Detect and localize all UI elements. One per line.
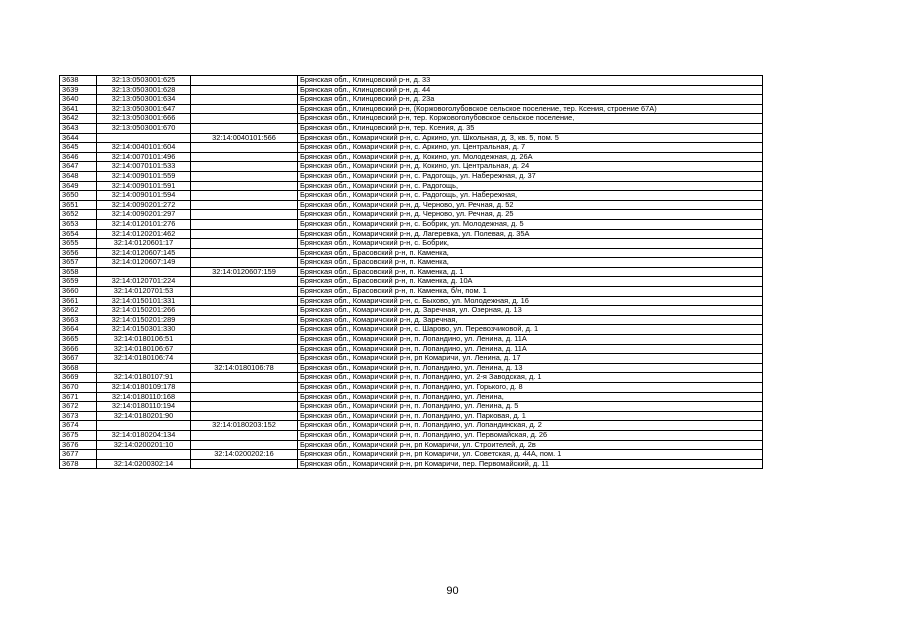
table-row xyxy=(60,95,763,105)
address-cell: Брянская обл., Комаричский р-н, рп Комаричи, ул. Ленина, д. 17 xyxy=(298,354,763,364)
row-number-cell: 3671 xyxy=(60,392,97,402)
table-row xyxy=(60,277,763,287)
table-row xyxy=(60,76,763,86)
cadastral-number-cell: 32:14:0180106:74 xyxy=(97,354,191,364)
row-number-cell: 3649 xyxy=(60,181,97,191)
row-number-cell: 3677 xyxy=(60,450,97,460)
row-number-cell: 3650 xyxy=(60,191,97,201)
cadastral-number-cell: 32:13:0503001:666 xyxy=(97,114,191,124)
address-cell: Брянская обл., Комаричский р-н, п. Лопандино, ул. 2-я Заводская, д. 1 xyxy=(298,373,763,383)
cadastral-number-cell: 32:14:0180107:91 xyxy=(97,373,191,383)
cadastral-number-cell: 32:13:0503001:647 xyxy=(97,104,191,114)
cadastral-number-cell xyxy=(97,450,191,460)
row-number-cell: 3642 xyxy=(60,114,97,124)
cadastral-number-cell: 32:14:0150301:330 xyxy=(97,325,191,335)
row-number-cell: 3655 xyxy=(60,239,97,249)
cadastral-number-cell: 32:14:0120101:276 xyxy=(97,219,191,229)
address-cell: Брянская обл., Клинцовский р-н, д. 44 xyxy=(298,85,763,95)
address-cell: Брянская обл., Комаричский р-н, с. Бобрик, ул. Молодежная, д. 5 xyxy=(298,219,763,229)
cadastral-number-alt-cell: 32:14:0180203:152 xyxy=(191,421,298,431)
address-cell: Брянская обл., Комаричский р-н, д. Заречная, ул. Озерная, д. 13 xyxy=(298,306,763,316)
address-cell: Брянская обл., Комаричский р-н, рп Комаричи, ул. Советская, д. 44А, пом. 1 xyxy=(298,450,763,460)
table-row xyxy=(60,171,763,181)
cadastral-number-cell: 32:14:0120701:224 xyxy=(97,277,191,287)
table-row xyxy=(60,267,763,277)
cadastral-number-alt-cell xyxy=(191,325,298,335)
cadastral-number-cell: 32:14:0120607:149 xyxy=(97,258,191,268)
row-number-cell: 3639 xyxy=(60,85,97,95)
cadastral-number-cell: 32:14:0070101:533 xyxy=(97,162,191,172)
table-row xyxy=(60,306,763,316)
table-row xyxy=(60,162,763,172)
address-cell: Брянская обл., Клинцовский р-н, (Коржовоголубовское сельское поселение, тер. Ксения, строение 67А) xyxy=(298,104,763,114)
table-row xyxy=(60,210,763,220)
address-cell: Брянская обл., Комаричский р-н, с. Бобрик, xyxy=(298,239,763,249)
cadastral-number-cell: 32:14:0150101:331 xyxy=(97,296,191,306)
cadastral-number-alt-cell xyxy=(191,459,298,469)
address-cell: Брянская обл., Брасовский р-н, п. Каменка, д. 10А xyxy=(298,277,763,287)
cadastral-number-cell: 32:14:0040101:604 xyxy=(97,143,191,153)
cadastral-number-cell: 32:13:0503001:625 xyxy=(97,76,191,86)
address-cell: Брянская обл., Комаричский р-н, рп Комаричи, пер. Первомайский, д. 11 xyxy=(298,459,763,469)
cadastral-number-alt-cell xyxy=(191,152,298,162)
address-cell: Брянская обл., Клинцовский р-н, д. 23а xyxy=(298,95,763,105)
cadastral-number-alt-cell xyxy=(191,171,298,181)
cadastral-number-cell: 32:14:0120701:53 xyxy=(97,287,191,297)
address-cell: Брянская обл., Комаричский р-н, рп Комаричи, ул. Строителей, д. 2в xyxy=(298,440,763,450)
table-row xyxy=(60,459,763,469)
cadastral-number-cell: 32:13:0503001:628 xyxy=(97,85,191,95)
row-number-cell: 3665 xyxy=(60,335,97,345)
row-number-cell: 3659 xyxy=(60,277,97,287)
row-number-cell: 3676 xyxy=(60,440,97,450)
cadastral-number-cell: 32:14:0200201:10 xyxy=(97,440,191,450)
row-number-cell: 3660 xyxy=(60,287,97,297)
cadastral-number-cell xyxy=(97,363,191,373)
address-cell: Брянская обл., Комаричский р-н, п. Лопандино, ул. Ленина, д. 11А xyxy=(298,335,763,345)
table-row xyxy=(60,363,763,373)
row-number-cell: 3675 xyxy=(60,430,97,440)
table-row xyxy=(60,239,763,249)
cadastral-number-cell: 32:14:0180110:168 xyxy=(97,392,191,402)
table-row xyxy=(60,123,763,133)
cadastral-number-alt-cell xyxy=(191,402,298,412)
cadastral-number-cell: 32:14:0120201:462 xyxy=(97,229,191,239)
cadastral-number-alt-cell xyxy=(191,181,298,191)
cadastral-number-alt-cell xyxy=(191,162,298,172)
cadastral-number-alt-cell xyxy=(191,277,298,287)
row-number-cell: 3667 xyxy=(60,354,97,364)
table-row xyxy=(60,114,763,124)
cadastral-number-alt-cell xyxy=(191,200,298,210)
table-row xyxy=(60,325,763,335)
cadastral-number-cell: 32:14:0150201:289 xyxy=(97,315,191,325)
row-number-cell: 3678 xyxy=(60,459,97,469)
cadastral-number-cell: 32:14:0180109:178 xyxy=(97,383,191,393)
cadastral-number-cell: 32:14:0180204:134 xyxy=(97,430,191,440)
table-row xyxy=(60,430,763,440)
address-cell: Брянская обл., Брасовский р-н, п. Каменка, xyxy=(298,248,763,258)
cadastral-number-cell: 32:14:0150201:266 xyxy=(97,306,191,316)
cadastral-number-alt-cell xyxy=(191,373,298,383)
page-number: 90 xyxy=(446,585,459,597)
address-cell: Брянская обл., Клинцовский р-н, тер. Ксения, д. 35 xyxy=(298,123,763,133)
table-row xyxy=(60,296,763,306)
row-number-cell: 3657 xyxy=(60,258,97,268)
cadastral-number-alt-cell xyxy=(191,440,298,450)
cadastral-number-cell: 32:14:0090101:591 xyxy=(97,181,191,191)
address-cell: Брянская обл., Комаричский р-н, п. Лопандино, ул. Первомайская, д. 26 xyxy=(298,430,763,440)
cadastral-number-alt-cell xyxy=(191,239,298,249)
cadastral-number-alt-cell xyxy=(191,354,298,364)
table-row xyxy=(60,440,763,450)
table-row xyxy=(60,335,763,345)
row-number-cell: 3661 xyxy=(60,296,97,306)
address-cell: Брянская обл., Комаричский р-н, п. Лопандино, ул. Ленина, xyxy=(298,392,763,402)
table-row xyxy=(60,392,763,402)
cadastral-number-cell: 32:14:0090201:297 xyxy=(97,210,191,220)
cadastral-number-alt-cell xyxy=(191,85,298,95)
cadastral-number-cell: 32:14:0120607:145 xyxy=(97,248,191,258)
table-row xyxy=(60,191,763,201)
cadastral-number-cell: 32:14:0180201:90 xyxy=(97,411,191,421)
table-row xyxy=(60,200,763,210)
cadastral-number-alt-cell xyxy=(191,287,298,297)
table-row xyxy=(60,450,763,460)
cadastral-number-alt-cell xyxy=(191,411,298,421)
cadastral-number-alt-cell: 32:14:0180106:78 xyxy=(191,363,298,373)
row-number-cell: 3658 xyxy=(60,267,97,277)
table-row xyxy=(60,344,763,354)
address-cell: Брянская обл., Комаричский р-н, п. Лопандино, ул. Лопандинская, д. 2 xyxy=(298,421,763,431)
cadastral-number-cell: 32:14:0090101:559 xyxy=(97,171,191,181)
row-number-cell: 3647 xyxy=(60,162,97,172)
row-number-cell: 3643 xyxy=(60,123,97,133)
table-row xyxy=(60,411,763,421)
address-cell: Брянская обл., Комаричский р-н, п. Лопандино, ул. Горького, д. 8 xyxy=(298,383,763,393)
table-row xyxy=(60,354,763,364)
cadastral-number-alt-cell xyxy=(191,306,298,316)
cadastral-number-cell: 32:14:0090201:272 xyxy=(97,200,191,210)
table-row xyxy=(60,373,763,383)
address-cell: Брянская обл., Комаричский р-н, с. Быхово, ул. Молодежная, д. 16 xyxy=(298,296,763,306)
cadastral-number-alt-cell xyxy=(191,76,298,86)
property-registry-table xyxy=(59,75,763,469)
cadastral-number-cell: 32:14:0180110:194 xyxy=(97,402,191,412)
address-cell: Брянская обл., Комаричский р-н, д. Лагеревка, ул. Полевая, д. 35А xyxy=(298,229,763,239)
row-number-cell: 3646 xyxy=(60,152,97,162)
cadastral-number-alt-cell xyxy=(191,143,298,153)
table-row xyxy=(60,104,763,114)
address-cell: Брянская обл., Комаричский р-н, с. Радогощь, xyxy=(298,181,763,191)
row-number-cell: 3664 xyxy=(60,325,97,335)
table-row xyxy=(60,248,763,258)
address-cell: Брянская обл., Комаричский р-н, д. Кокино, ул. Молодежная, д. 26А xyxy=(298,152,763,162)
cadastral-number-alt-cell xyxy=(191,229,298,239)
cadastral-number-cell xyxy=(97,267,191,277)
cadastral-number-alt-cell xyxy=(191,315,298,325)
address-cell: Брянская обл., Комаричский р-н, д. Черново, ул. Речная, д. 52 xyxy=(298,200,763,210)
cadastral-number-alt-cell: 32:14:0040101:566 xyxy=(191,133,298,143)
table-row xyxy=(60,152,763,162)
row-number-cell: 3672 xyxy=(60,402,97,412)
row-number-cell: 3638 xyxy=(60,76,97,86)
address-cell: Брянская обл., Комаричский р-н, д. Кокино, ул. Центральная, д. 24 xyxy=(298,162,763,172)
address-cell: Брянская обл., Комаричский р-н, п. Лопандино, ул. Ленина, д. 13 xyxy=(298,363,763,373)
table-row xyxy=(60,421,763,431)
cadastral-number-alt-cell xyxy=(191,114,298,124)
address-cell: Брянская обл., Брасовский р-н, п. Каменка, xyxy=(298,258,763,268)
cadastral-number-alt-cell xyxy=(191,191,298,201)
cadastral-number-alt-cell xyxy=(191,335,298,345)
cadastral-number-alt-cell xyxy=(191,258,298,268)
cadastral-number-alt-cell: 32:14:0120607:159 xyxy=(191,267,298,277)
row-number-cell: 3673 xyxy=(60,411,97,421)
cadastral-number-cell: 32:14:0120601:17 xyxy=(97,239,191,249)
row-number-cell: 3668 xyxy=(60,363,97,373)
cadastral-number-cell: 32:14:0180106:67 xyxy=(97,344,191,354)
row-number-cell: 3663 xyxy=(60,315,97,325)
cadastral-number-cell xyxy=(97,133,191,143)
cadastral-number-alt-cell xyxy=(191,344,298,354)
table-row xyxy=(60,181,763,191)
address-cell: Брянская обл., Клинцовский р-н, тер. Коржовоголубовское сельское поселение, xyxy=(298,114,763,124)
row-number-cell: 3670 xyxy=(60,383,97,393)
table-row xyxy=(60,85,763,95)
address-cell: Брянская обл., Комаричский р-н, с. Радогощь, ул. Набережная, xyxy=(298,191,763,201)
address-cell: Брянская обл., Брасовский р-н, п. Каменка, б/н, пом. 1 xyxy=(298,287,763,297)
row-number-cell: 3648 xyxy=(60,171,97,181)
cadastral-number-cell: 32:13:0503001:670 xyxy=(97,123,191,133)
row-number-cell: 3640 xyxy=(60,95,97,105)
table-row xyxy=(60,402,763,412)
cadastral-number-alt-cell xyxy=(191,248,298,258)
row-number-cell: 3656 xyxy=(60,248,97,258)
row-number-cell: 3654 xyxy=(60,229,97,239)
row-number-cell: 3644 xyxy=(60,133,97,143)
cadastral-number-cell: 32:14:0090101:594 xyxy=(97,191,191,201)
cadastral-number-alt-cell xyxy=(191,95,298,105)
cadastral-number-cell: 32:13:0503001:634 xyxy=(97,95,191,105)
address-cell: Брянская обл., Комаричский р-н, п. Лопандино, ул. Ленина, д. 5 xyxy=(298,402,763,412)
cadastral-number-alt-cell xyxy=(191,430,298,440)
row-number-cell: 3645 xyxy=(60,143,97,153)
address-cell: Брянская обл., Комаричский р-н, п. Лопандино, ул. Ленина, д. 11А xyxy=(298,344,763,354)
cadastral-number-alt-cell xyxy=(191,210,298,220)
cadastral-number-alt-cell: 32:14:0200202:16 xyxy=(191,450,298,460)
row-number-cell: 3653 xyxy=(60,219,97,229)
cadastral-number-alt-cell xyxy=(191,123,298,133)
table-row xyxy=(60,258,763,268)
table-row xyxy=(60,287,763,297)
cadastral-number-alt-cell xyxy=(191,383,298,393)
address-cell: Брянская обл., Комаричский р-н, д. Черново, ул. Речная, д. 25 xyxy=(298,210,763,220)
address-cell: Брянская обл., Комаричский р-н, д. Заречная, xyxy=(298,315,763,325)
cadastral-number-cell: 32:14:0070101:496 xyxy=(97,152,191,162)
address-cell: Брянская обл., Комаричский р-н, с. Аркино, ул. Школьная, д. 3, кв. 5, пом. 5 xyxy=(298,133,763,143)
row-number-cell: 3641 xyxy=(60,104,97,114)
row-number-cell: 3674 xyxy=(60,421,97,431)
table-row xyxy=(60,229,763,239)
row-number-cell: 3669 xyxy=(60,373,97,383)
cadastral-number-cell xyxy=(97,421,191,431)
address-cell: Брянская обл., Брасовский р-н, п. Каменка, д. 1 xyxy=(298,267,763,277)
address-cell: Брянская обл., Комаричский р-н, с. Радогощь, ул. Набережная, д. 37 xyxy=(298,171,763,181)
table-row xyxy=(60,383,763,393)
cadastral-number-alt-cell xyxy=(191,296,298,306)
cadastral-number-alt-cell xyxy=(191,219,298,229)
address-cell: Брянская обл., Комаричский р-н, с. Аркино, ул. Центральная, д. 7 xyxy=(298,143,763,153)
row-number-cell: 3652 xyxy=(60,210,97,220)
address-cell: Брянская обл., Комаричский р-н, с. Шарово, ул. Перевозчиковой, д. 1 xyxy=(298,325,763,335)
address-cell: Брянская обл., Клинцовский р-н, д. 33 xyxy=(298,76,763,86)
table-row xyxy=(60,315,763,325)
table-row xyxy=(60,219,763,229)
cadastral-number-alt-cell xyxy=(191,104,298,114)
cadastral-number-cell: 32:14:0200302:14 xyxy=(97,459,191,469)
cadastral-number-alt-cell xyxy=(191,392,298,402)
table-row xyxy=(60,133,763,143)
row-number-cell: 3666 xyxy=(60,344,97,354)
address-cell: Брянская обл., Комаричский р-н, п. Лопандино, ул. Парковая, д. 1 xyxy=(298,411,763,421)
row-number-cell: 3662 xyxy=(60,306,97,316)
cadastral-number-cell: 32:14:0180106:51 xyxy=(97,335,191,345)
table-row xyxy=(60,143,763,153)
row-number-cell: 3651 xyxy=(60,200,97,210)
registry-table-body xyxy=(60,76,763,469)
